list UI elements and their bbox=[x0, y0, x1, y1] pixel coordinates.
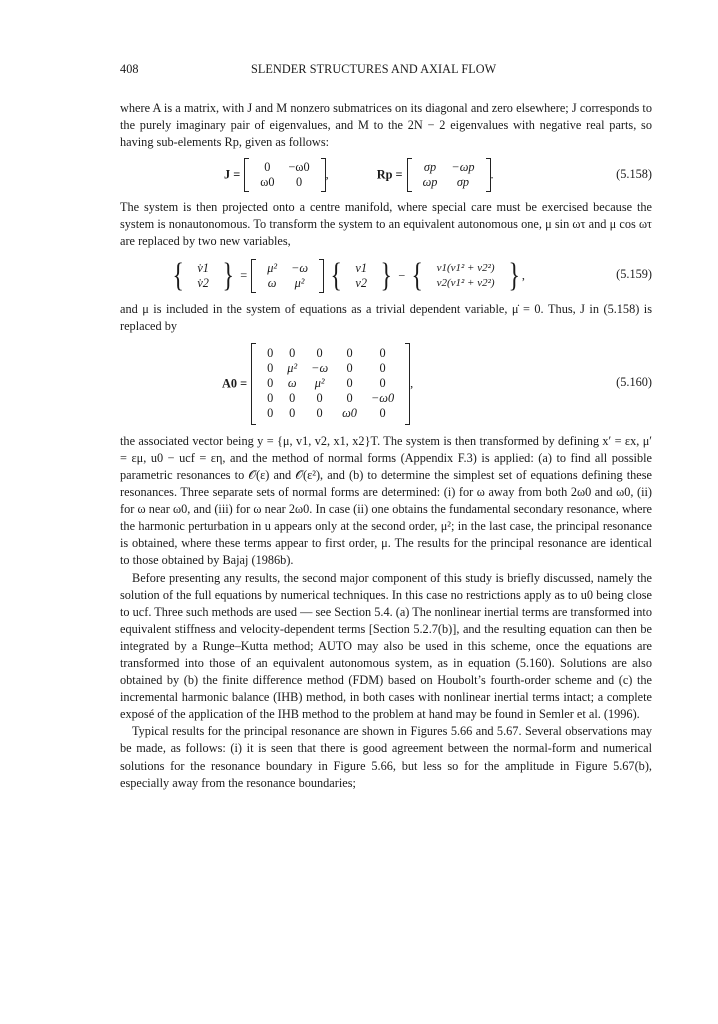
eq158-r-label: Rp = bbox=[376, 167, 403, 182]
equation-5-160: A0 = 0 0 0 0 0 0 μ² −ω 0 0 0 ω μ² 0 0 0 0 0 0 −ω0 0 0 0 ω0 0 , (5.160) bbox=[120, 335, 652, 433]
eq158-r-matrix: σp −ωp ωp σp bbox=[422, 160, 475, 190]
equation-5-158: J = 0 −ω0 ω0 0 , Rp = σp −ωp ωp σp . (5.158) bbox=[120, 151, 652, 199]
paragraph-6: Typical results for the principal resonance are shown in Figures 5.66 and 5.67. Several observations may be made, as follows: (i) it is seen that there is good agreement between the normal-form and numerical solutions for the resonance boundary in Figure 5.66, but less so for the amplitude in Figure 5.67(b), especially away from the resonance boundaries; bbox=[120, 724, 652, 790]
eq160-label: A0 = bbox=[222, 376, 248, 391]
equation-5-159: { v̇1 v̇2 } = μ² −ω ω μ² { v1 v2 } − { v1(v1² + v2²) v2(v1² + v2²) } , (5.159) bbox=[172, 256, 652, 294]
eq158-j-label: J = bbox=[224, 167, 241, 182]
running-header bbox=[120, 62, 652, 78]
running-title: SLENDER STRUCTURES AND AXIAL FLOW bbox=[251, 62, 497, 76]
page-number: 408 bbox=[120, 62, 139, 76]
paragraph-3: and μ is included in the system of equations as a trivial dependent variable, μ̇ = 0. Thus, J in (5.158) is replaced by bbox=[120, 301, 652, 333]
eq158-j-matrix: 0 −ω0 ω0 0 bbox=[260, 160, 310, 190]
paragraph-2: The system is then projected onto a centre manifold, where special care must be exercised because the system is nonautonomous. To transform the system to an equivalent autonomous one, μ sin ωτ and μ cos ωτ are replaced by two new variables, bbox=[120, 200, 652, 249]
eq159-vector: v1 v2 bbox=[355, 260, 367, 290]
eq159-matrix: μ² −ω ω μ² bbox=[267, 260, 309, 290]
eq158-number: (5.158) bbox=[616, 167, 652, 182]
paragraph-4: the associated vector being y = {μ, v1, v2, x1, x2}T. The system is then transformed by defining x′ = εx, μ′ = εμ, u0 − ucf = εη, and the method of normal forms (Appendix F.3) is applied: (a) to find all possible parametric resonances to 𝒪(ε) and 𝒪(ε²), and (b) to determine the simplest set of equations defining these resonances. Three separate sets of normal forms are determined: (i) for ω away from both 2ω0 and ω0, (ii) for ω near ω0, and (iii) for ω near 2ω0. In case (ii) one obtains the fundamental secondary resonance, where the harmonic perturbation in u appears only at the second order, μ²; in the last case, the principal resonance is obtained, where these terms appear to first order, μ. The results for the principal resonance are identical to those obtained by Bajaj (1986b). bbox=[120, 433, 652, 568]
page bbox=[120, 62, 652, 792]
paragraph-1: where A is a matrix, with J and M nonzero submatrices on its diagonal and zero elsewhere; J corresponds to the purely imaginary pair of eigenvalues, and M to the 2N − 2 eigenvalues with negative real parts, so having sub-elements Rp, given as follows: bbox=[120, 101, 652, 150]
eq159-number: (5.159) bbox=[616, 266, 652, 281]
paragraph-5: Before presenting any results, the second major component of this study is briefly discussed, namely the solution of the full equations by numerical techniques. In this case no restrictions apply as to u0 being close to ucf. Three such methods are used — see Section 5.4. (a) The nonlinear inertial terms are transformed into equivalent stiffness and velocity-dependent terms [Section 5.2.7(b)], and the resulting equation can then be integrated by a Runge–Kutta method; AUTO may also be used in this scheme, once the equations are transformed into those of an equivalent autonomous system, as in equation (5.160). Solutions are also obtained by (b) the finite difference method (FDM) based on Houbolt’s fourth-order scheme and (c) the incremental harmonic balance (IHB) method, in both cases with nonlinear inertial terms intact; a complete exposé of the application of the IHB method to the problem at hand may be found in Semler et al. (1996). bbox=[120, 570, 652, 722]
eq159-lhs: v̇1 v̇2 bbox=[197, 260, 209, 290]
eq160-matrix: 0 0 0 0 0 0 μ² −ω 0 0 0 ω μ² 0 0 0 0 0 0 −ω0 0 0 0 ω0 0 bbox=[267, 346, 395, 421]
eq159-nonlinear: v1(v1² + v2²) v2(v1² + v2²) bbox=[436, 261, 495, 289]
eq160-number: (5.160) bbox=[616, 374, 652, 389]
